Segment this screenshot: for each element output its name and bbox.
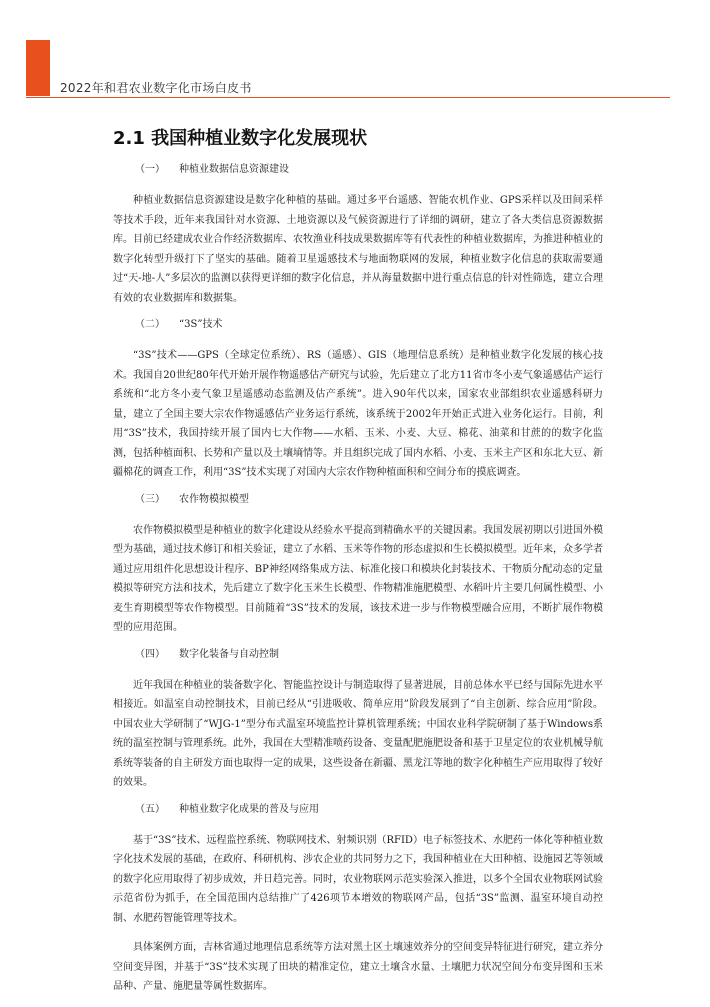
subsection-digital-equipment xyxy=(113,648,603,793)
body-paragraph: 种植业数据信息资源建设是数字化种植的基础。通过多平台遥感、智能农机作业、GPS采样以及田间采样等技术手段，近年来我国针对水资源、土地资源以及气候资源进行了详细的调研，建立了各大类信息资源数据库。目前已经建成农业合作经济数据库、农牧渔业科技成果数据库等有代表性的种植业数据库，为推进种植业的数字化转型升级打下了坚实的基础。随着卫星遥感技术与地面物联网的发展，种植业数字化信息的获取需要通过“天-地-人”多层次的监测以获得更详细的数字化信息，并从海量数据中进行重点信息的针对性筛选，建立合理有效的农业数据库和数据集。 xyxy=(113,195,603,304)
subsection-title: 数字化装备与自动控制 xyxy=(179,648,279,660)
subsection-heading xyxy=(113,163,603,177)
header-accent-bar xyxy=(26,40,50,96)
subsection-heading xyxy=(113,318,603,332)
subsection-title: 种植业数字化成果的普及与应用 xyxy=(179,803,319,815)
subsection-number: （四） xyxy=(135,648,165,660)
running-header-title: 2022年和君农业数字化市场白皮书 xyxy=(60,81,252,95)
subsection-heading xyxy=(113,648,603,662)
subsection-3s-technology xyxy=(113,318,603,483)
subsection-data-resources xyxy=(113,163,603,308)
body-paragraph: 具体案例方面，吉林省通过地理信息系统等方法对黑土区土壤速效养分的空间变异特征进行研究，建立养分空间变异图，并基于“3S”技术实现了田块的精准定位，建立土壤含水量、土壤肥力状况空间分布变异图和玉米品种、产量、施肥量等属性数据库。 xyxy=(113,942,603,992)
header-divider xyxy=(26,97,670,98)
subsection-heading xyxy=(113,493,603,507)
body-paragraph: “3S”技术——GPS（全球定位系统）、RS（遥感）、GIS（地理信息系统）是种植业数字化发展的核心技术。我国自20世纪80年代开始开展作物遥感估产研究与试验，先后建立了北方11省市冬小麦气象遥感估产运行系统和“北方冬小麦气象卫星遥感动态监测及估产系统”。进入90年代以来，国家农业部组织农业遥感科研力量，建立了全国主要大宗农作物遥感估产业务运行系统，该系统于2002年开始正式进入业务化运行。目前，利用“3S”技术，我国持续开展了国内七大作物——水稻、玉米、小麦、大豆、棉花、油菜和甘蔗的的数字化监测，包括种植面积、长势和产量以及土壤墒情等。并且组织完成了国内水稻、小麦、玉米主产区和东北大豆、新疆棉花的调查工作，利用“3S”技术实现了对国内大宗农作物种植面积和空间分布的摸底调查。 xyxy=(113,350,603,478)
body-paragraph: 农作物模拟模型是种植业的数字化建设从经验水平提高到精确水平的关键因素。我国发展初期以引进国外模型为基础，通过技术修订和相关验证，建立了水稻、玉米等作物的形态虚拟和生长模拟模型。近年来，众多学者通过应用组件化思想设计程序、BP神经网络集成方法、标准化接口和模块化封装技术、干物质分配动态的定量模拟等研究方法和技术，先后建立了数字化玉米生长模型、作物精准施肥模型、水稻叶片主要几何属性模型、小麦生育期模型等农作物模型。目前随着“3S”技术的发展，该技术进一步与作物模型融合应用，不断扩展作物模型的应用范围。 xyxy=(113,524,603,633)
subsection-number: （三） xyxy=(135,493,165,505)
subsection-title: 种植业数据信息资源建设 xyxy=(179,164,289,175)
subsection-crop-simulation-model xyxy=(113,493,603,638)
body-paragraph: 基于“3S”技术、远程监控系统、物联网技术、射频识别（RFID）电子标签技术、水肥药一体化等种植业数字化技术发展的基础，在政府、科研机构、涉农企业的共同努力之下，我国种植业在大田种植、设施园艺等领域的数字化应用取得了初步成效，并日趋完善。同时，农业物联网示范实验深入推进，以多个全国农业物联网试验示范省份为抓手，在全国范围内总结推广了426项节本增效的物联网产品，包括“3S”监测、温室环境自动控制、水肥药智能管理等技术。 xyxy=(113,834,603,924)
subsection-title: 农作物模拟模型 xyxy=(179,493,249,505)
body-paragraph: 近年我国在种植业的装备数字化、智能监控设计与制造取得了显著进展，目前总体水平已经与国际先进水平相接近。如温室自动控制技术，目前已经从“引进吸收、简单应用”阶段发展到了“自主创新、综合应用”阶段。中国农业大学研制了“WJG-1”型分布式温室环境监控计算机管理系统；中国农业科学院研制了基于Windows系统的温室控制与管理系统。此外，我国在大型精准喷药设备、变量配肥施肥设备和基于卫星定位的农业机械导航系统等装备的自主研发方面也取得一定的成果，这些设备在新疆、黑龙江等地的数字化种植生产应用取得了较好的效果。 xyxy=(113,679,603,788)
section-title: 2.1 我国种植业数字化发展现状 xyxy=(113,128,368,149)
subsection-heading xyxy=(113,803,603,817)
subsection-title: “3S”技术 xyxy=(179,319,223,330)
section-body xyxy=(113,163,603,1007)
subsection-number: （五） xyxy=(135,803,165,815)
subsection-number: （一） xyxy=(135,164,165,175)
subsection-number: （二） xyxy=(135,319,165,330)
subsection-adoption-application xyxy=(113,803,603,997)
